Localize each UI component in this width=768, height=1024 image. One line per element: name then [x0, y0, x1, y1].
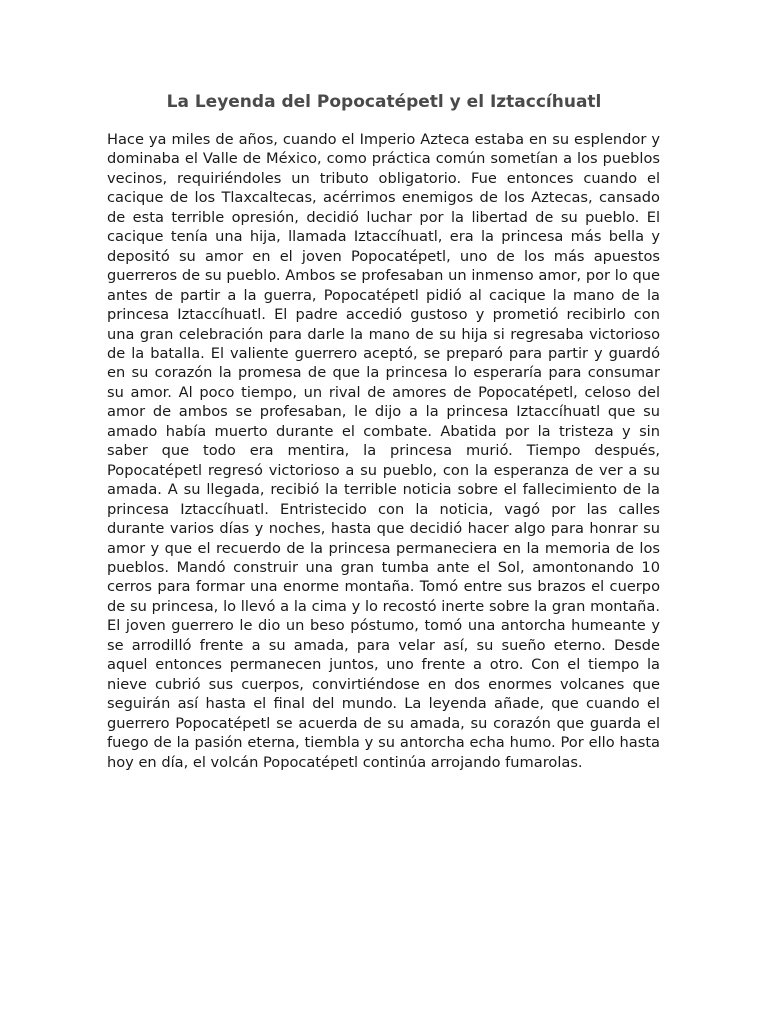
- document-title: La Leyenda del Popocatépetl y el Iztaccíhuatl: [166, 92, 602, 112]
- document-body-paragraph: Hace ya miles de años, cuando el Imperio Azteca estaba en su esplendor y dominaba el Valle de México, como práctica común sometían a los pueblos vecinos, requiriéndoles un tributo obligatorio. Fue entonces cuando el cacique de los Tlaxcaltecas, acérrimos enemigos de los Aztecas, cansado de esta terrible opresión, decidió luchar por la libertad de su pueblo. El cacique tenía una hija, llamada Iztaccíhuatl, era la princesa más bella y depositó su amor en el joven Popocatépetl, uno de los más apuestos guerreros de su pueblo. Ambos se profesaban un inmenso amor, por lo que antes de partir a la guerra, Popocatépetl pidió al cacique la mano de la princesa Iztaccíhuatl. El padre accedió gustoso y prometió recibirlo con una gran celebración para darle la mano de su hija si regresaba victorioso de la batalla. El valiente guerrero aceptó, se preparó para partir y guardó en su corazón la promesa de que la princesa lo esperaría para consumar su amor. Al poco tiempo, un rival de amores de Popocatépetl, celoso del amor de ambos se profesaban, le dijo a la princesa Iztaccíhuatl que su amado había muerto durante el combate. Abatida por la tristeza y sin saber que todo era mentira, la princesa murió. Tiempo después, Popocatépetl regresó victorioso a su pueblo, con la esperanza de ver a su amada. A su llegada, recibió la terrible noticia sobre el fallecimiento de la princesa Iztaccíhuatl. Entristecido con la noticia, vagó por las calles durante varios días y noches, hasta que decidió hacer algo para honrar su amor y que el recuerdo de la princesa permaneciera en la memoria de los pueblos. Mandó construir una gran tumba ante el Sol, amontonando 10 cerros para formar una enorme montaña. Tomó entre sus brazos el cuerpo de su princesa, lo llevó a la cima y lo recostó inerte sobre la gran montaña. El joven guerrero le dio un beso póstumo, tomó una antorcha humeante y se arrodilló frente a su amada, para velar así, su sueño eterno. Desde aquel entonces permanecen juntos, uno frente a otro. Con el tiempo la nieve cubrió sus cuerpos, convirtiéndose en dos enormes volcanes que seguirán así hasta el final del mundo. La leyenda añade, que cuando el guerrero Popocatépetl se acuerda de su amada, su corazón que guarda el fuego de la pasión eterna, tiembla y su antorcha echa humo. Por ello hasta hoy en día, el volcán Popocatépetl continúa arrojando fumarolas.: [107, 131, 660, 771]
